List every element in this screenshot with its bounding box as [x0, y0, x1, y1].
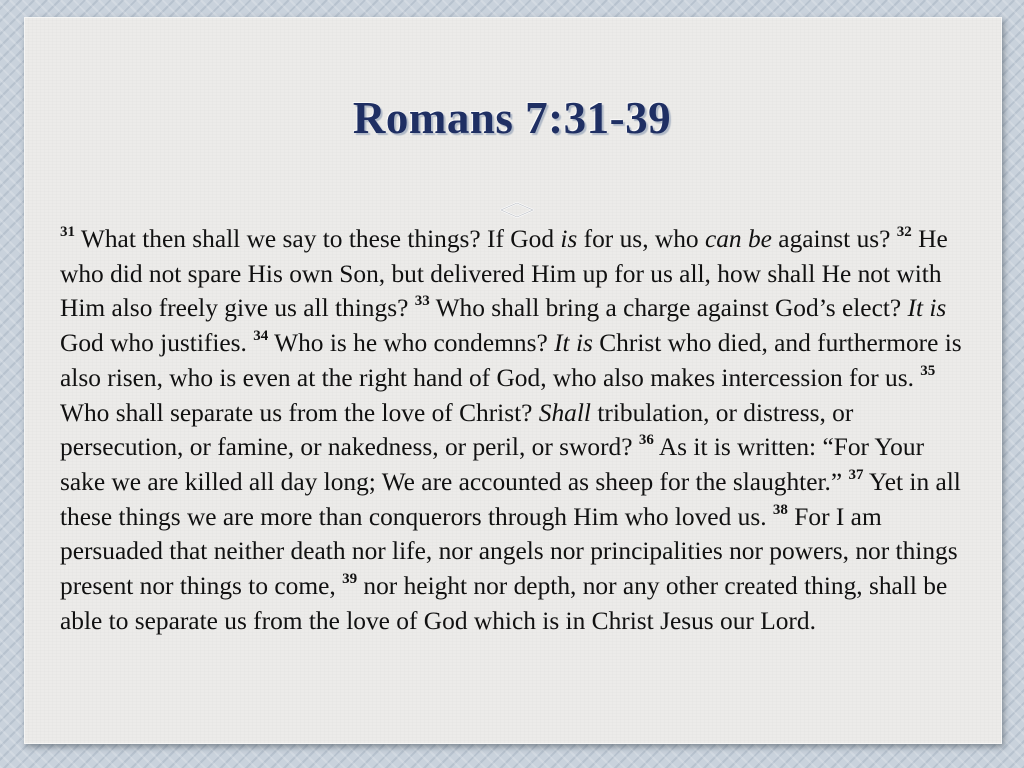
verse-text: nor height nor depth, nor any other created thing, shall be able to separate us from the love of God which is in Christ Jesus our Lord.: [60, 572, 948, 635]
verse-number: 39: [342, 571, 358, 588]
italic-text: Shall: [538, 398, 591, 427]
verse-text: for us, who: [577, 225, 705, 253]
verse-text: God who justifies.: [60, 329, 254, 358]
verse-text: against us?: [771, 225, 897, 253]
italic-text: is: [560, 225, 578, 253]
ornament-divider-icon: [500, 201, 534, 219]
verse-number: 37: [848, 466, 864, 483]
verse-text: As it is written: “For Your sake we are killed all day long; We are accounted as sheep for the slaughter.”: [60, 433, 925, 496]
verse-text: Who shall separate us from the love of Christ?: [60, 398, 539, 427]
verse-text: What then shall we say to these things? If God: [75, 225, 561, 253]
scripture-passage: [60, 222, 975, 638]
verse-text: tribulation, or distress, or persecution, or famine, or nakedness, or peril, or sword?: [60, 398, 854, 462]
italic-text: It is: [907, 294, 947, 323]
verse-text: He who did not spare His own Son, but delivered Him up for us all, how shall He not with Him also freely give us all things?: [60, 225, 948, 323]
italic-text: It is: [554, 329, 593, 358]
verse-text: Yet in all these things we are more than conquerors through Him who loved us.: [60, 467, 961, 531]
verse-number: 35: [920, 362, 936, 379]
verse-number: 31: [60, 224, 75, 240]
verse-number: 36: [638, 432, 654, 449]
verse-text: Christ who died, and furthermore is also risen, who is even at the right hand of God, who also makes intercession for us.: [60, 329, 962, 392]
verse-text: Who is he who condemns?: [268, 329, 555, 358]
slide-title: Romans 7:31-39: [352, 93, 672, 143]
verse-text: Who shall bring a charge against God’s elect?: [429, 294, 908, 323]
verse-number: 33: [414, 293, 430, 310]
verse-text: For I am persuaded that neither death nor life, nor angels nor principalities nor powers, nor things present nor things to come,: [60, 502, 958, 601]
verse-number: 34: [253, 328, 269, 345]
verse-number: 38: [772, 501, 788, 518]
verse-number: 32: [896, 224, 912, 240]
italic-text: can be: [704, 225, 772, 253]
